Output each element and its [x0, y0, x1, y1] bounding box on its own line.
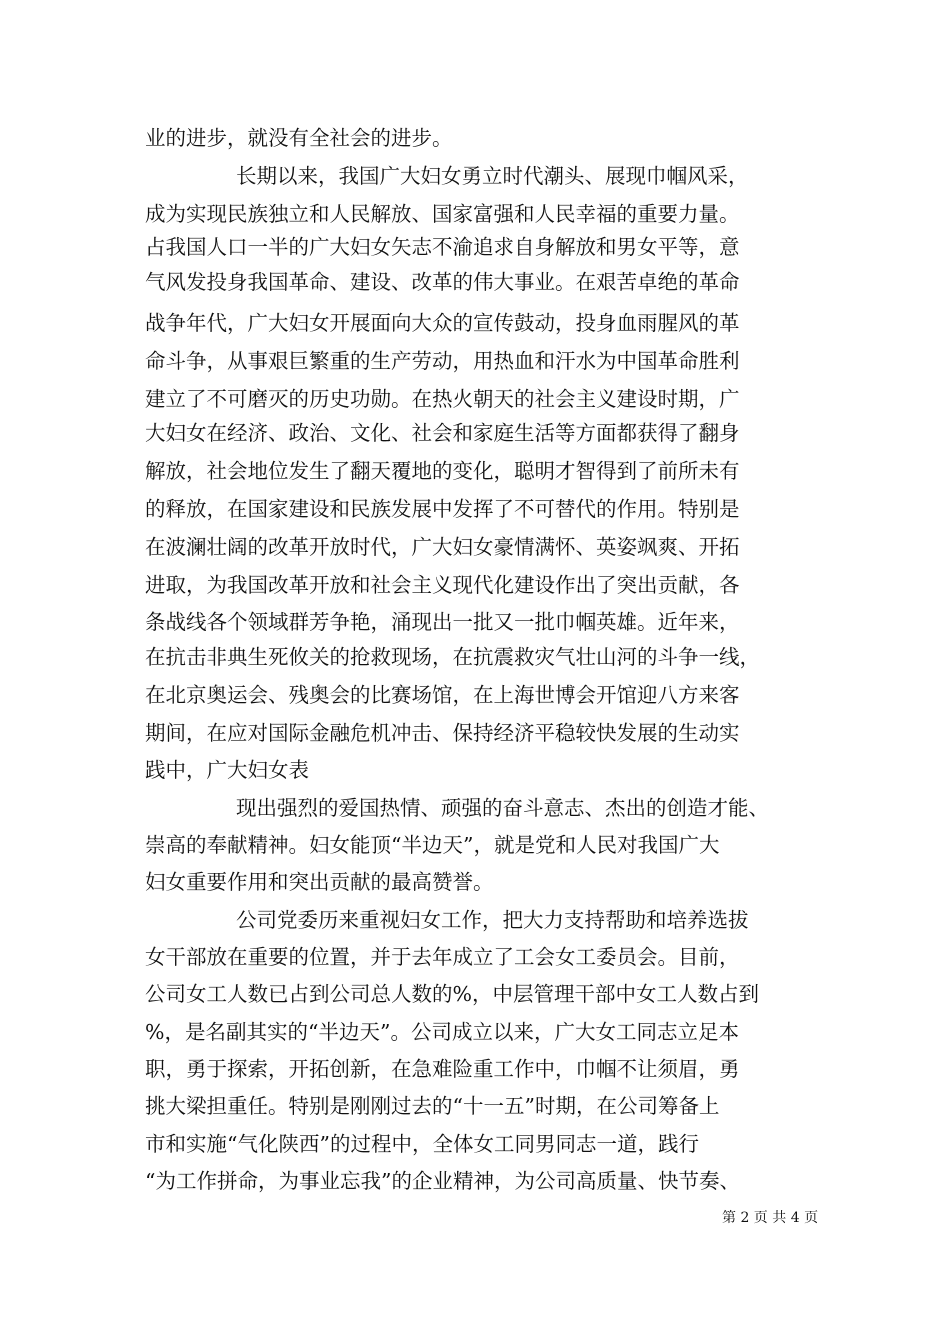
text-line: 命斗争，从事艰巨繁重的生产劳动，用热血和汗水为中国革命胜利 — [145, 349, 740, 373]
text-line: 在抗击非典生死攸关的抢救现场，在抗震救灾气壮山河的斗争一线， — [145, 645, 760, 669]
text-line: 在北京奥运会、残奥会的比赛场馆，在上海世博会开馆迎八方来客 — [145, 683, 740, 707]
text-line: 气风发投身我国革命、建设、改革的伟大事业。在艰苦卓绝的革命 — [145, 270, 740, 294]
text-line: 战争年代，广大妇女开展面向大众的宣传鼓动，投身血雨腥风的革 — [145, 311, 740, 335]
text-line: 期间，在应对国际金融危机冲击、保持经济平稳较快发展的生动实 — [145, 721, 740, 745]
text-line: 公司党委历来重视妇女工作，把大力支持帮助和培养选拔 — [236, 908, 749, 932]
text-line: 长期以来，我国广大妇女勇立时代潮头、展现巾帼风采， — [236, 164, 749, 188]
text-line: 职，勇于探索，开拓创新，在急难险重工作中，巾帼不让须眉，勇 — [145, 1057, 740, 1081]
text-line: 进取，为我国改革开放和社会主义现代化建设作出了突出贡献，各 — [145, 573, 740, 597]
text-line: 大妇女在经济、政治、文化、社会和家庭生活等方面都获得了翻身 — [145, 421, 740, 445]
text-line: 建立了不可磨灭的历史功勋。在热火朝天的社会主义建设时期，广 — [145, 387, 740, 411]
text-line: “为工作拼命，为事业忘我”的企业精神，为公司高质量、快节奏、 — [145, 1169, 740, 1193]
text-line: 践中，广大妇女表 — [145, 758, 309, 782]
text-line: 条战线各个领域群芳争艳，涌现出一批又一批巾帼英雄。近年来， — [145, 610, 740, 634]
text-line: 的释放，在国家建设和民族发展中发挥了不可替代的作用。特别是 — [145, 497, 740, 521]
text-line: 挑大梁担重任。特别是刚刚过去的“十一五”时期，在公司筹备上 — [145, 1094, 720, 1118]
text-line: %，是名副其实的“半边天”。公司成立以来，广大女工同志立足本 — [145, 1020, 739, 1044]
text-line: 解放，社会地位发生了翻天覆地的变化，聪明才智得到了前所未有 — [145, 459, 740, 483]
text-line: 在波澜壮阔的改革开放时代，广大妇女豪情满怀、英姿飒爽、开拓 — [145, 535, 740, 559]
text-line: 崇高的奉献精神。妇女能顶“半边天”，就是党和人民对我国广大 — [145, 833, 720, 857]
text-line: 业的进步，就没有全社会的进步。 — [145, 126, 453, 150]
page-number-footer: 第 2 页 共 4 页 — [722, 1210, 819, 1226]
text-line: 成为实现民族独立和人民解放、国家富强和人民幸福的重要力量。 — [145, 202, 740, 226]
text-line: 占我国人口一半的广大妇女矢志不渝追求自身解放和男女平等，意 — [145, 235, 740, 259]
text-line: 妇女重要作用和突出贡献的最高赞誉。 — [145, 870, 494, 894]
text-line: 公司女工人数已占到公司总人数的%，中层管理干部中女工人数占到 — [145, 982, 759, 1006]
text-line: 市和实施“气化陕西”的过程中，全体女工同男同志一道，践行 — [145, 1132, 699, 1156]
text-line: 女干部放在重要的位置，并于去年成立了工会女工委员会。目前， — [145, 945, 740, 969]
text-line: 现出强烈的爱国热情、顽强的奋斗意志、杰出的创造才能、 — [236, 796, 769, 820]
